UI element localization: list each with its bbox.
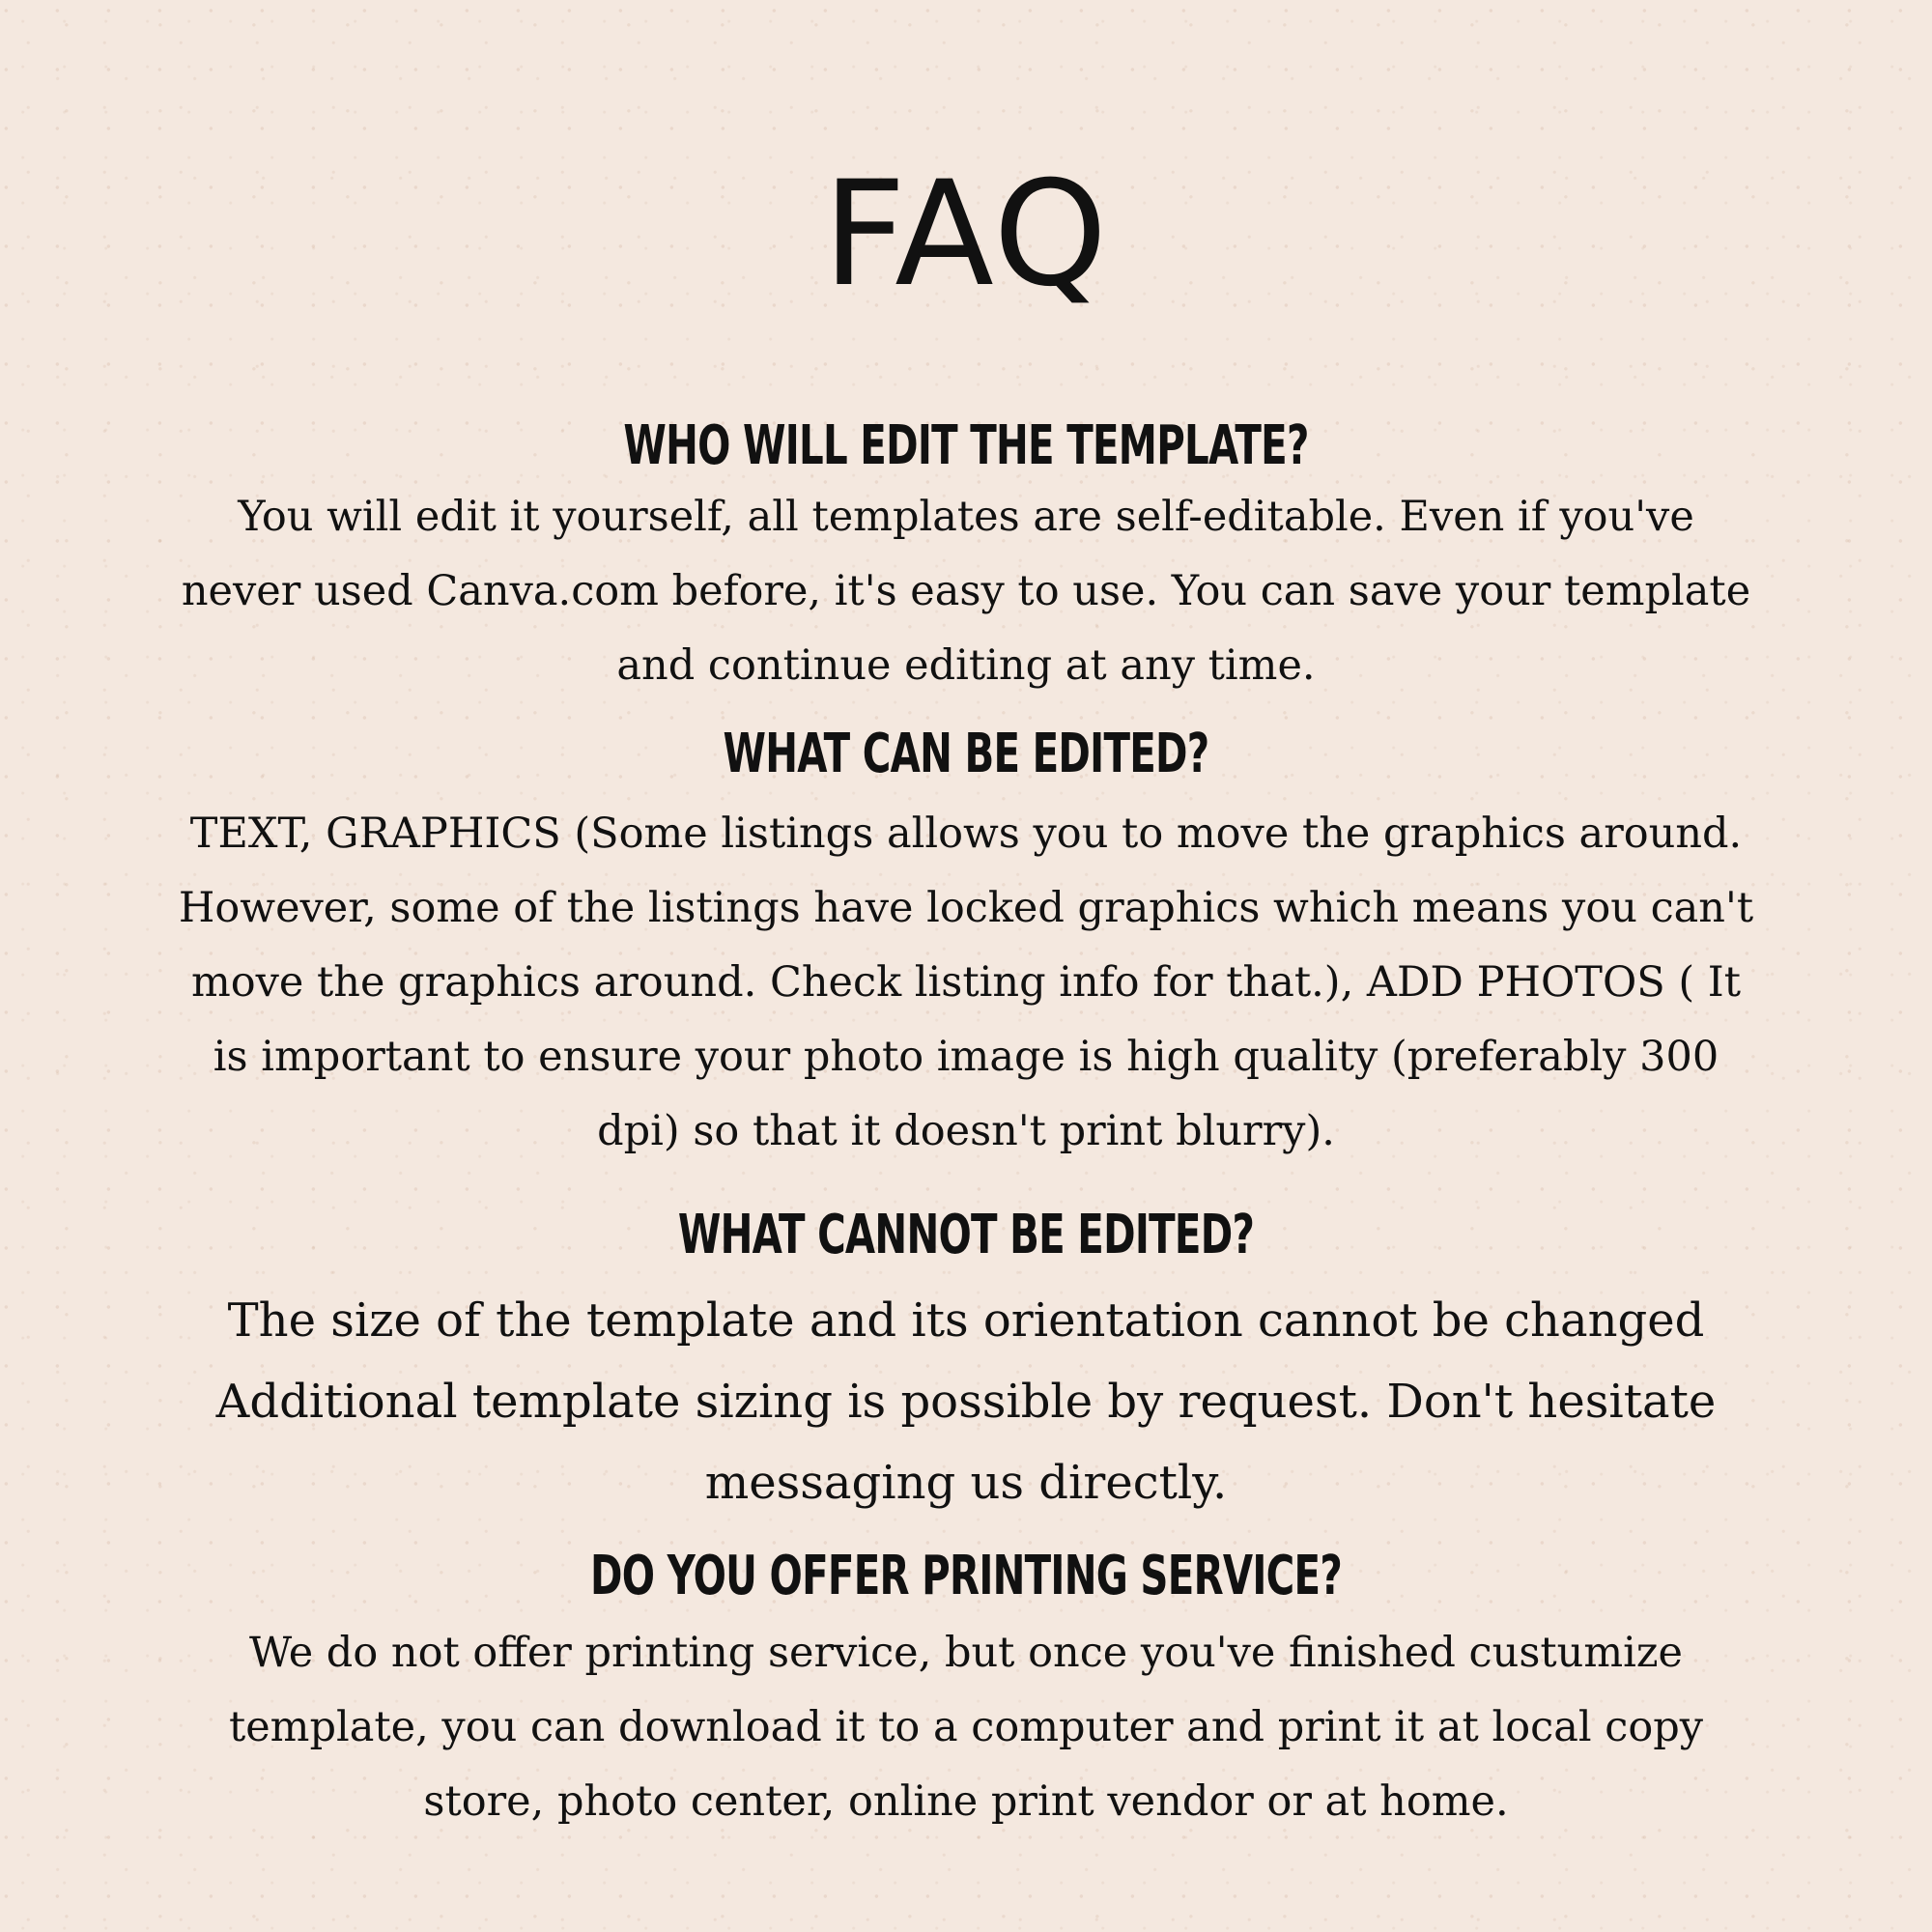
faq-answer-not-editable: The size of the template and its orientation cannot be changed Additional template sizing is possible by request. Don't hesitate messaging us directly.	[215, 1293, 1717, 1510]
faq-question-printing-service: DO YOU OFFER PRINTING SERVICE?	[589, 1545, 1343, 1607]
faq-answer-what-editable: TEXT, GRAPHICS (Some listings allows you to move the graphics around. However, some of the listings have locked graphics which means you can't move the graphics around. Check listing info for that.), ADD PHOTOS ( It is important to ensure your photo image is high quality (preferably 300 dpi) so that it doesn't print blurry).	[178, 810, 1754, 1155]
faq-question-what-editable: WHAT CAN BE EDITED?	[723, 723, 1209, 785]
page-title: FAQ	[822, 151, 1110, 319]
faq-question-not-editable: WHAT CANNOT BE EDITED?	[677, 1204, 1255, 1266]
faq-question-who-edits: WHO WILL EDIT THE TEMPLATE?	[623, 414, 1309, 477]
faq-answer-printing-service: We do not offer printing service, but once you've finished custumize template, you can download it to a computer and print it at local copy store, photo center, online print vendor or at home.	[228, 1629, 1704, 1826]
faq-answer-who-edits: You will edit it yourself, all templates are self-editable. Even if you've never used Canva.com before, it's easy to use. You can save your template and continue editing at any time.	[181, 493, 1751, 690]
